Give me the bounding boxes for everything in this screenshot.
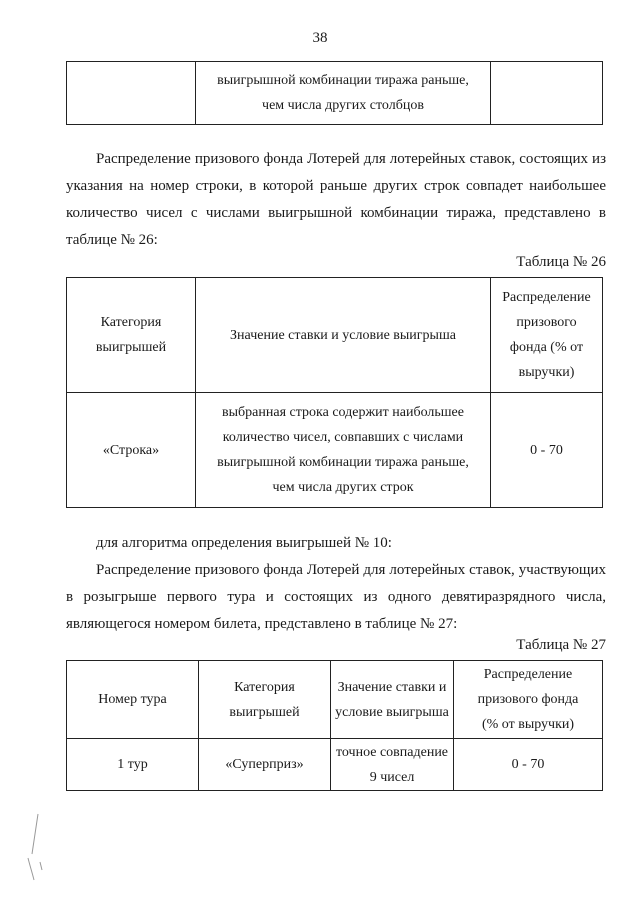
table27-caption: Таблица № 27 [516, 637, 606, 653]
header-distribution [491, 278, 603, 393]
header-line: призового фонда [477, 692, 579, 707]
header-line: выигрышей [95, 340, 167, 355]
header-category [199, 661, 331, 739]
paragraph-table26-intro: Распределение призового фонда Лотерей для лотерейных ставок, состоящих из указания на номер строки, в которой раньше других строк совпадет наибольшее количество чисел с числами выигрышной комбинации тиража, представлено в таблице № 26: [66, 151, 606, 248]
condition-line: чем числа других столбцов [262, 98, 424, 113]
header-line: (% от выручки) [481, 717, 575, 732]
table-26 [66, 277, 603, 508]
header-line: Распределение [502, 290, 591, 305]
page-number: 38 [312, 30, 328, 46]
empty-cell [67, 62, 196, 125]
condition-line: выбранная строка содержит наибольшее [222, 405, 464, 420]
table-row [67, 739, 603, 791]
table-header-row [67, 278, 603, 393]
table-header-row [67, 661, 603, 739]
continuation-table [66, 61, 603, 125]
header-line: условие выигрыша [335, 704, 449, 720]
header-condition [331, 661, 454, 739]
header-line: выигрышей [229, 704, 300, 720]
paragraph-table27-intro: Распределение призового фонда Лотерей для лотерейных ставок, участвующих в розыгрыше первого тура и состоящих из одного девятиразрядного числа, являющегося номером билета, представлено в таблице № 27: [66, 562, 606, 632]
condition-line: выигрышной комбинации тиража раньше, [217, 73, 469, 88]
header-line: Значение ставки и [337, 679, 447, 695]
paragraph-algorithm: для алгоритма определения выигрышей № 10: [96, 535, 392, 551]
header-distribution [454, 661, 603, 739]
table-row [67, 62, 603, 125]
header-line: выручки) [518, 365, 575, 380]
category-cell: «Строка» [67, 393, 196, 508]
distribution-cell: 0 - 70 [454, 739, 603, 791]
header-condition: Значение ставки и условие выигрыша [196, 278, 491, 393]
condition-cell [196, 393, 491, 508]
header-line: фонда (% от [509, 340, 584, 355]
empty-cell [491, 62, 603, 125]
condition-line: количество чисел, совпавших с числами [222, 430, 464, 445]
condition-cell [196, 62, 491, 125]
condition-line: 9 чисел [369, 769, 415, 785]
header-category [67, 278, 196, 393]
margin-scribble [14, 810, 54, 890]
condition-line: точное совпадение [335, 744, 449, 760]
header-line: Распределение [483, 667, 573, 682]
table-27 [66, 660, 603, 791]
table-row [67, 393, 603, 508]
header-line: Категория [100, 315, 162, 330]
category-cell: «Суперприз» [199, 739, 331, 791]
condition-line: выигрышной комбинации тиража раньше, [217, 455, 469, 470]
header-tour: Номер тура [67, 661, 199, 739]
tour-cell: 1 тур [67, 739, 199, 791]
distribution-cell: 0 - 70 [491, 393, 603, 508]
table26-caption: Таблица № 26 [516, 254, 606, 270]
condition-cell [331, 739, 454, 791]
condition-line: чем числа других строк [272, 480, 414, 495]
header-line: Категория [234, 679, 295, 695]
header-line: призового [516, 315, 577, 330]
